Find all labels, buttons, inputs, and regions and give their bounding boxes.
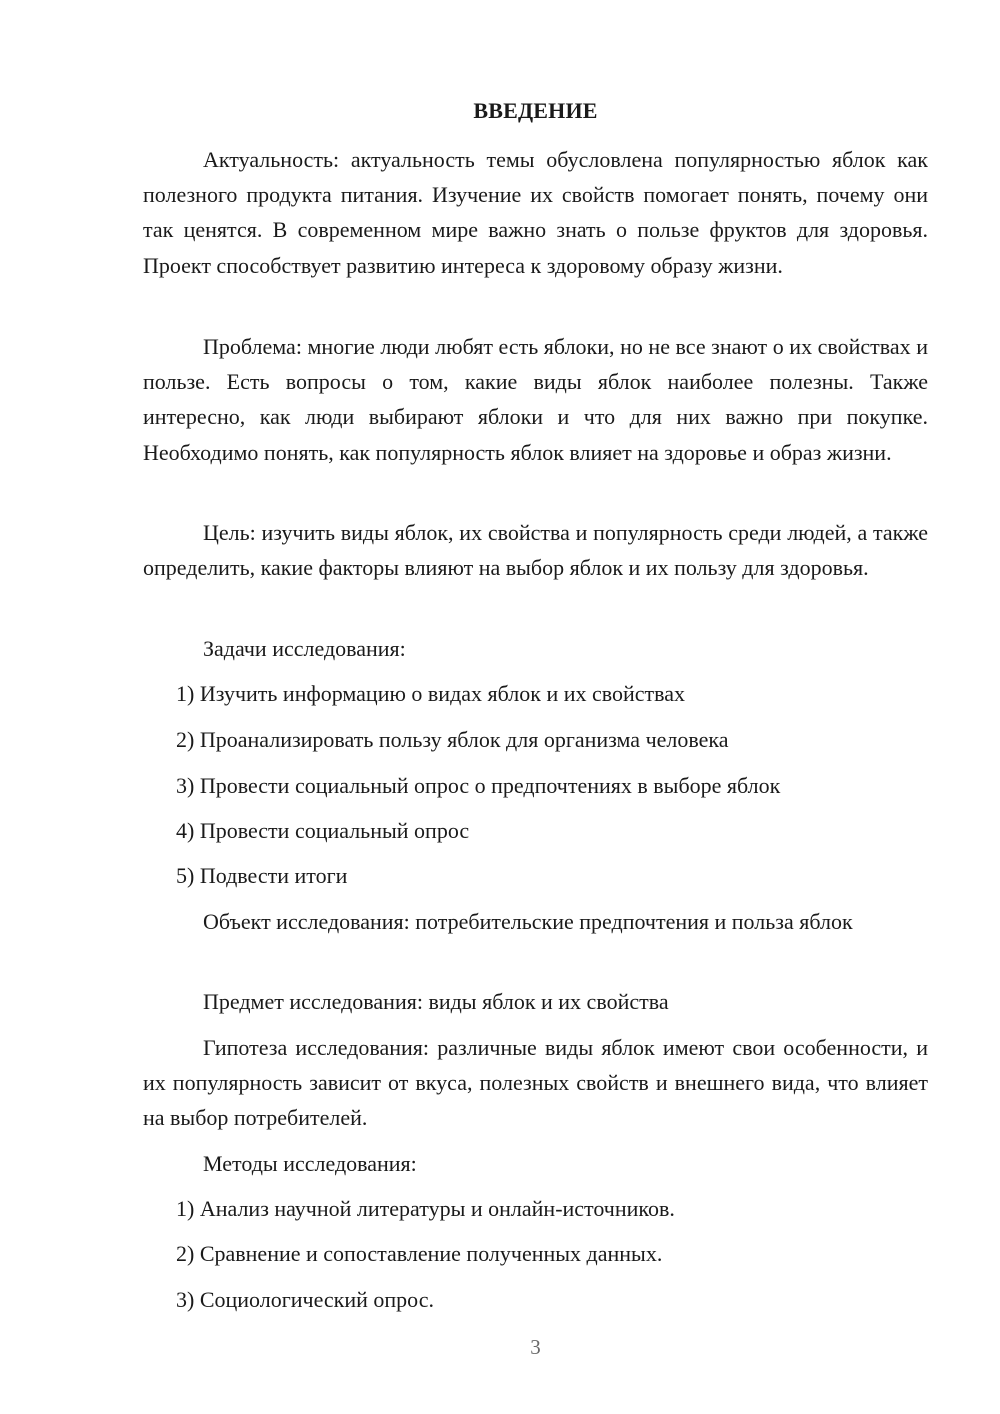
method-item: 2) Сравнение и сопоставление полученных данных. (176, 1241, 663, 1266)
problem-paragraph: Проблема: многие люди любят есть яблоки, но не все знают о их свойствах и пользе. Есть вопросы о том, какие виды яблок наиболее полезны. Также интересно, как люди выбирают яблоки и что для них важно при покупке. Необходимо понять, как популярность яблок влияет на здоровье и образ жизни. (143, 334, 928, 465)
subject-paragraph: Предмет исследования: виды яблок и их свойства (203, 989, 669, 1014)
tasks-heading: Задачи исследования: (203, 636, 406, 661)
goal-paragraph: Цель: изучить виды яблок, их свойства и популярность среди людей, а также определить, какие факторы влияют на выбор яблок и их пользу для здоровья. (143, 520, 928, 581)
page-number: 3 (530, 1335, 541, 1359)
task-item: 4) Провести социальный опрос (176, 818, 470, 843)
relevance-paragraph: Актуальность: актуальность темы обусловлена популярностью яблок как полезного продукта питания. Изучение их свойств помогает понять, почему они так ценятся. В современном мире важно знать о пользе фруктов для здоровья. Проект способствует развитию интереса к здоровому образу жизни. (143, 147, 928, 278)
task-item: 5) Подвести итоги (176, 863, 348, 888)
page-title: ВВЕДЕНИЕ (473, 98, 598, 123)
hypothesis-paragraph: Гипотеза исследования: различные виды яблок имеют свои особенности, и их популярность зависит от вкуса, полезных свойств и внешнего вида, что влияет на выбор потребителей. (143, 1035, 928, 1131)
methods-heading: Методы исследования: (203, 1151, 417, 1176)
document-page (143, 0, 928, 1414)
task-item: 3) Провести социальный опрос о предпочтениях в выборе яблок (176, 773, 781, 798)
object-paragraph: Объект исследования: потребительские предпочтения и польза яблок (203, 909, 853, 934)
method-item: 3) Социологический опрос. (176, 1287, 434, 1312)
method-item: 1) Анализ научной литературы и онлайн-источников. (176, 1196, 675, 1221)
task-item: 2) Проанализировать пользу яблок для организма человека (176, 727, 729, 752)
task-item: 1) Изучить информацию о видах яблок и их свойствах (176, 681, 686, 706)
